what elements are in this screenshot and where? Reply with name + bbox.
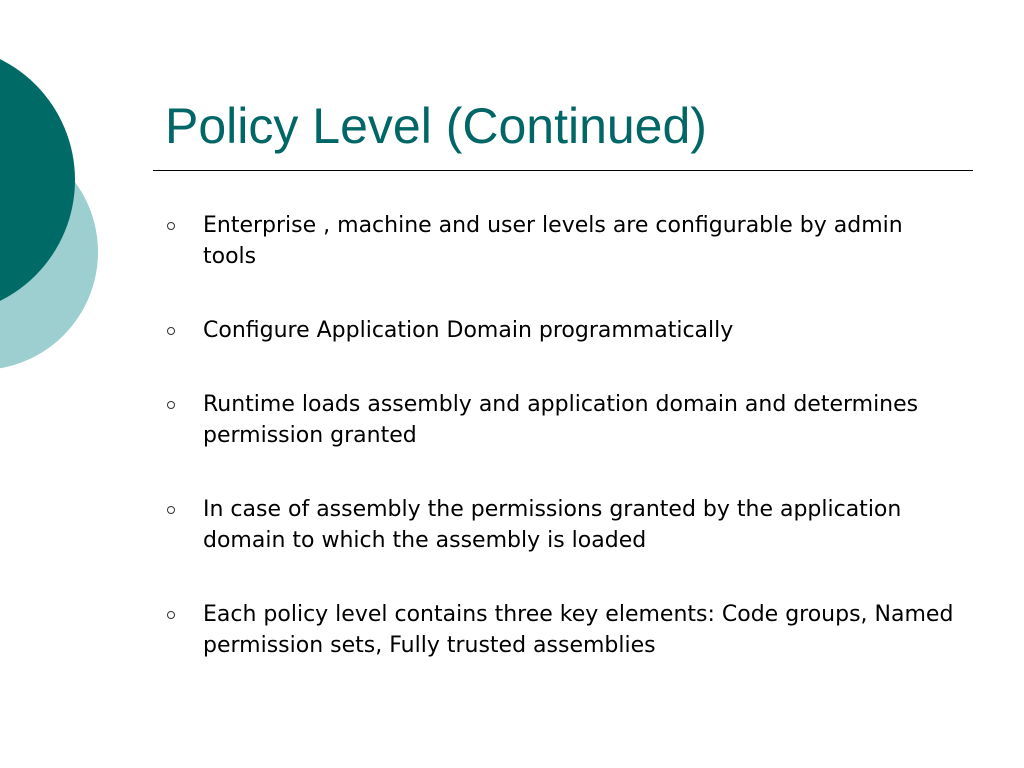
bullet-text: Each policy level contains three key elements: Code groups, Named permission sets, Fully trusted assemblies: [203, 602, 954, 658]
bullet-item: [160, 494, 960, 556]
hollow-circle-bullet-icon: [167, 327, 175, 335]
hollow-circle-bullet-icon: [167, 401, 175, 409]
bullet-list: [160, 210, 960, 661]
bullet-text: Runtime loads assembly and application domain and determines permission granted: [203, 392, 919, 448]
hollow-circle-bullet-icon: [167, 222, 175, 230]
bullet-text: Configure Application Domain programmatically: [203, 318, 734, 343]
bullet-item: [160, 389, 960, 451]
title-divider: [153, 170, 973, 171]
bullet-item: [160, 315, 960, 346]
decorative-circles: [0, 0, 110, 420]
bullet-text: In case of assembly the permissions granted by the application domain to which the assembly is loaded: [203, 497, 902, 553]
bullet-text: Enterprise , machine and user levels are configurable by admin tools: [203, 213, 903, 269]
hollow-circle-bullet-icon: [167, 611, 175, 619]
hollow-circle-bullet-icon: [167, 506, 175, 514]
bullet-item: [160, 599, 960, 661]
bullet-item: [160, 210, 960, 272]
slide-title: Policy Level (Continued): [165, 98, 707, 154]
